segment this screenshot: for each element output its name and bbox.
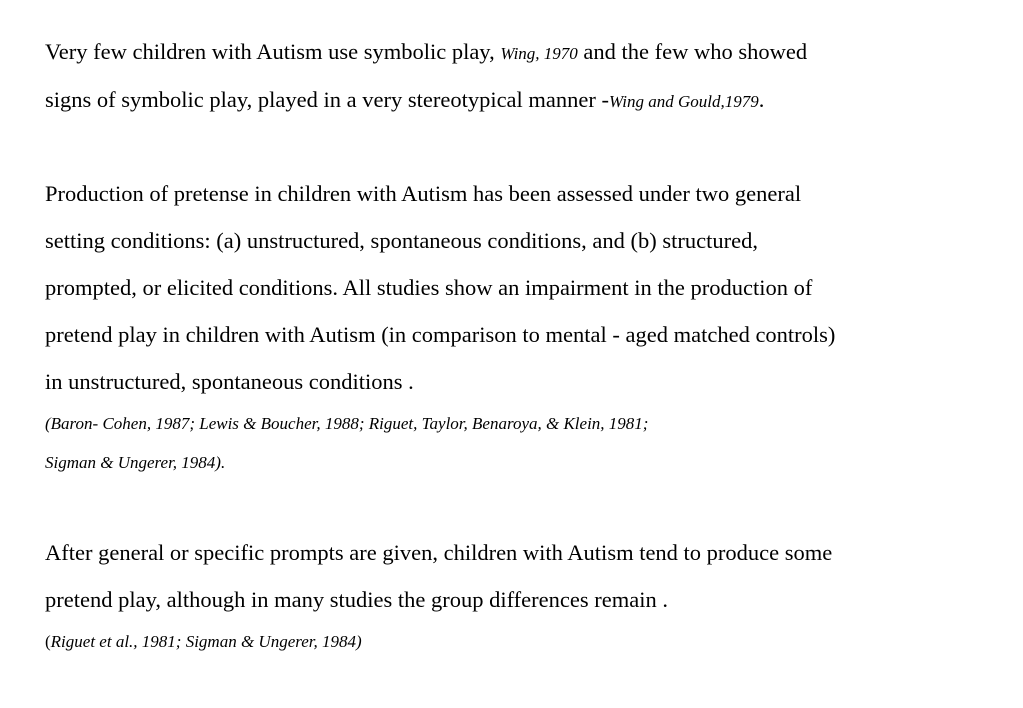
citation-line-1: (Baron- Cohen, 1987; Lewis & Boucher, 1988; Riguet, Taylor, Benaroya, & Klein, 1981;	[45, 414, 649, 433]
paragraph-2-line-2: setting conditions: (a) unstructured, spontaneous conditions, and (b) structured,	[45, 228, 758, 253]
inline-citation: Wing, 1970	[500, 44, 578, 63]
paragraph-3-line-2: pretend play, although in many studies the group differences remain .	[45, 587, 668, 612]
text-span: and the few who showed	[577, 39, 808, 64]
paragraph-1-line-1	[45, 38, 807, 68]
citation-open-paren: (	[45, 632, 51, 651]
text-span: .	[758, 87, 765, 112]
paragraph-2-line-4: pretend play in children with Autism (in comparison to mental - aged matched controls)	[45, 322, 836, 347]
paragraph-2-line-3: prompted, or elicited conditions. All studies show an impairment in the production of	[45, 275, 813, 300]
citation-line-2: Sigman & Ungerer, 1984).	[45, 453, 226, 472]
paragraph-2-line-5: in unstructured, spontaneous conditions .	[45, 369, 414, 394]
citation-line-3	[45, 631, 362, 653]
paragraph-2-line-1: Production of pretense in children with Autism has been assessed under two general	[45, 181, 802, 206]
inline-citation: Wing and Gould,1979	[609, 92, 759, 111]
text-span: Very few children with Autism use symbolic play,	[45, 39, 501, 64]
paragraph-1-line-2	[45, 86, 764, 116]
citation-text: Riguet et al., 1981; Sigman & Ungerer, 1984)	[50, 632, 362, 651]
text-span: signs of symbolic play, played in a very stereotypical manner -	[45, 87, 610, 112]
paragraph-3-line-1: After general or specific prompts are given, children with Autism tend to produce some	[45, 540, 833, 565]
